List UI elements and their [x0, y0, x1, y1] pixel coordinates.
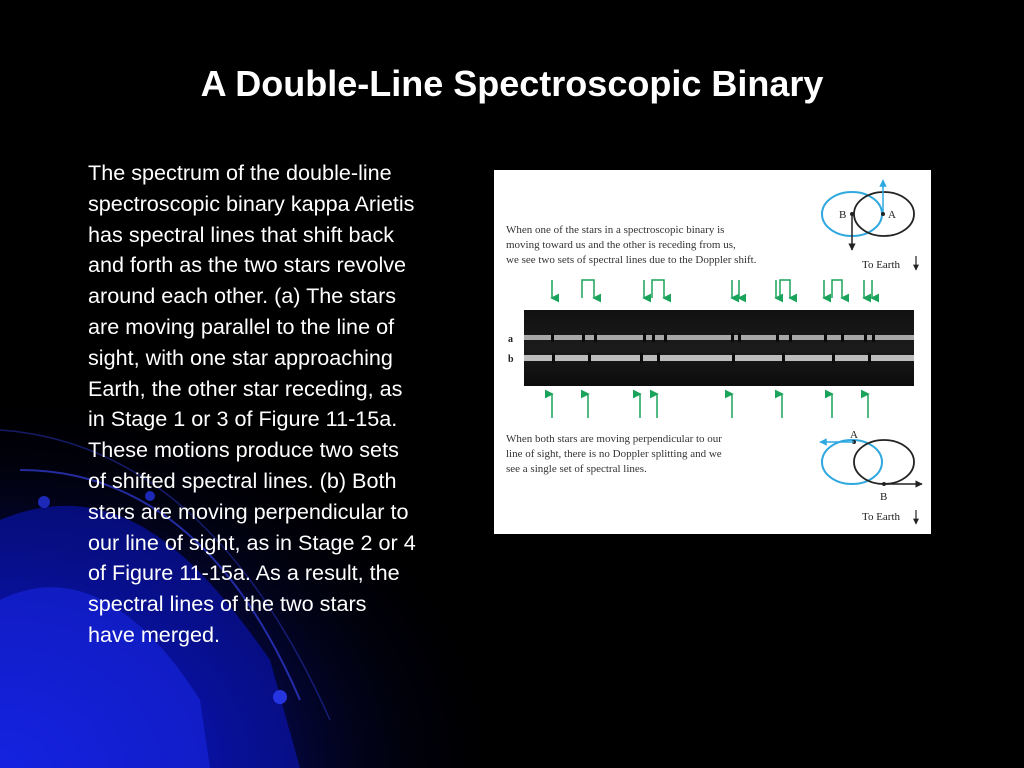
bottom-caption [506, 433, 722, 475]
orbit-diagram-bottom [820, 429, 922, 524]
spectrum-b-band [524, 355, 914, 361]
star-a-label: A [888, 209, 896, 221]
decor-dot [38, 496, 50, 508]
orbit-ring-black [854, 440, 914, 484]
star-a-label: A [850, 429, 858, 441]
merged-line-arrows [552, 394, 868, 418]
bottom-caption-line: see a single set of spectral lines. [506, 463, 647, 475]
to-earth-label: To Earth [862, 511, 901, 523]
top-caption-line: we see two sets of spectral lines due to the Doppler shift. [506, 254, 757, 266]
spectrum-a-label: a [508, 334, 513, 345]
orbit-ring-blue [822, 440, 882, 484]
spectrum-strips [508, 310, 914, 386]
slide-body-text: The spectrum of the double-line spectroscopic binary kappa Arietis has spectral lines that shift back and forth as the two stars revolve around each other. (a) The stars are moving parallel to the line of sight, with one star approaching Earth, the other star receding, as in Stage 1 or 3 of Figure 11-15a. These motions produce two sets of shifted spectral lines. (b) Both stars are moving perpendicular to our line of sight, as in Stage 2 or 4 of Figure 11-15a. As a result, the spectral lines of the two stars have merged. [88, 160, 416, 647]
spectrum-background [524, 310, 914, 386]
split-line-arrows [552, 280, 872, 298]
bottom-caption-line: When both stars are moving perpendicular to our [506, 433, 722, 445]
bottom-caption-line: line of sight, there is no Doppler splitting and we [506, 448, 722, 460]
decor-dot [273, 690, 287, 704]
spectroscopic-binary-figure [494, 170, 931, 534]
to-earth-label: To Earth [862, 259, 901, 271]
star-b-label: B [839, 209, 847, 221]
spectrum-b-label: b [508, 354, 514, 365]
orbit-diagram-top [822, 180, 916, 271]
slide-title: A Double-Line Spectroscopic Binary [200, 63, 824, 104]
top-caption [506, 224, 757, 266]
star-b-label: B [880, 491, 888, 503]
top-caption-line: moving toward us and the other is receding from us, [506, 239, 736, 251]
top-caption-line: When one of the stars in a spectroscopic binary is [506, 224, 725, 236]
